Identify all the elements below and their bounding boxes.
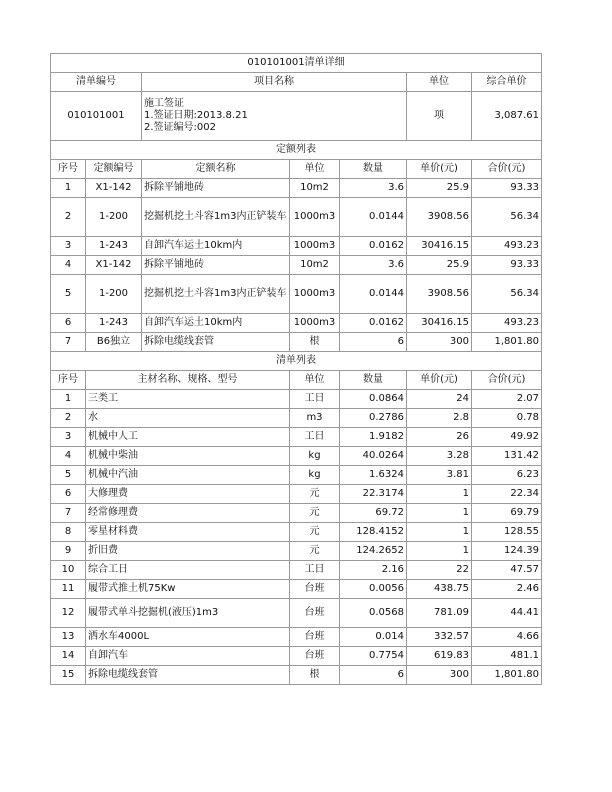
material-row <box>51 666 542 685</box>
quota-col-code: 定额编号 <box>86 160 142 179</box>
material-name: 三类工 <box>86 390 290 409</box>
quota-price: 3908.56 <box>407 198 472 237</box>
quota-name: 挖掘机挖土斗容1m3内正铲装车 <box>142 198 290 237</box>
material-unit: 台班 <box>290 599 340 628</box>
quota-unit: 1000m3 <box>290 198 340 237</box>
quota-code: X1-142 <box>86 179 142 198</box>
quota-price: 25.9 <box>407 256 472 275</box>
quota-no: 6 <box>51 314 86 333</box>
material-col-unit: 单位 <box>290 371 340 390</box>
material-col-price: 单价(元) <box>407 371 472 390</box>
quota-total: 1,801.80 <box>472 333 542 352</box>
quota-unit: 10m2 <box>290 256 340 275</box>
quota-unit: 1000m3 <box>290 275 340 314</box>
material-row <box>51 599 542 628</box>
quota-no: 1 <box>51 179 86 198</box>
material-total: 47.57 <box>472 561 542 580</box>
material-qty: 0.2786 <box>340 409 407 428</box>
quota-qty: 0.0144 <box>340 198 407 237</box>
quota-row <box>51 179 542 198</box>
material-qty: 40.0264 <box>340 447 407 466</box>
material-unit: 元 <box>290 542 340 561</box>
material-total: 131.42 <box>472 447 542 466</box>
material-row <box>51 647 542 666</box>
material-price: 1 <box>407 523 472 542</box>
material-unit: 台班 <box>290 647 340 666</box>
quota-total: 93.33 <box>472 256 542 275</box>
quota-total: 56.34 <box>472 275 542 314</box>
quota-unit: 10m2 <box>290 179 340 198</box>
name-header: 项目名称 <box>142 73 407 92</box>
material-no: 8 <box>51 523 86 542</box>
quota-code: X1-142 <box>86 256 142 275</box>
material-unit: kg <box>290 447 340 466</box>
material-price: 332.57 <box>407 628 472 647</box>
quota-qty: 3.6 <box>340 179 407 198</box>
quota-price: 300 <box>407 333 472 352</box>
material-row <box>51 561 542 580</box>
material-row <box>51 542 542 561</box>
item-name-line: 施工签证 <box>144 98 184 109</box>
material-name: 经常修理费 <box>86 504 290 523</box>
material-total: 1,801.80 <box>472 666 542 685</box>
material-row <box>51 409 542 428</box>
quota-row <box>51 198 542 237</box>
material-price: 1 <box>407 504 472 523</box>
item-code: 010101001 <box>51 92 142 141</box>
material-no: 14 <box>51 647 86 666</box>
material-price: 2.8 <box>407 409 472 428</box>
material-no: 3 <box>51 428 86 447</box>
material-no: 9 <box>51 542 86 561</box>
material-unit: 工日 <box>290 561 340 580</box>
material-col-no: 序号 <box>51 371 86 390</box>
material-section-row <box>51 352 542 371</box>
material-row <box>51 447 542 466</box>
material-price: 24 <box>407 390 472 409</box>
material-name: 拆除电缆线套管 <box>86 666 290 685</box>
quota-code: 1-243 <box>86 314 142 333</box>
table-title: 010101001清单详细 <box>51 54 542 73</box>
quota-name: 挖掘机挖土斗容1m3内正铲装车 <box>142 275 290 314</box>
quota-total: 493.23 <box>472 314 542 333</box>
quota-name: 拆除电缆线套管 <box>142 333 290 352</box>
unit-header: 单位 <box>407 73 472 92</box>
quota-code: 1-243 <box>86 237 142 256</box>
item-row <box>51 92 542 141</box>
quota-name: 自卸汽车运土10km内 <box>142 314 290 333</box>
material-no: 11 <box>51 580 86 599</box>
material-price: 619.83 <box>407 647 472 666</box>
material-unit: 工日 <box>290 428 340 447</box>
material-qty: 0.0864 <box>340 390 407 409</box>
quota-price: 3908.56 <box>407 275 472 314</box>
material-unit: 元 <box>290 485 340 504</box>
material-unit: 台班 <box>290 628 340 647</box>
material-total: 4.66 <box>472 628 542 647</box>
item-name <box>142 92 407 141</box>
material-unit: 元 <box>290 504 340 523</box>
material-header-row <box>51 371 542 390</box>
material-price: 1 <box>407 542 472 561</box>
quota-row <box>51 275 542 314</box>
material-col-total: 合价(元) <box>472 371 542 390</box>
material-no: 15 <box>51 666 86 685</box>
quota-col-total: 合价(元) <box>472 160 542 179</box>
material-no: 4 <box>51 447 86 466</box>
material-qty: 69.72 <box>340 504 407 523</box>
price-header: 综合单价 <box>472 73 542 92</box>
material-unit: kg <box>290 466 340 485</box>
material-name: 机械中汽油 <box>86 466 290 485</box>
material-total: 22.34 <box>472 485 542 504</box>
material-qty: 1.6324 <box>340 466 407 485</box>
quota-no: 7 <box>51 333 86 352</box>
material-name: 折旧费 <box>86 542 290 561</box>
material-name: 洒水车4000L <box>86 628 290 647</box>
material-total: 6.23 <box>472 466 542 485</box>
material-unit: 工日 <box>290 390 340 409</box>
item-price: 3,087.61 <box>472 92 542 141</box>
material-row <box>51 466 542 485</box>
material-total: 2.46 <box>472 580 542 599</box>
material-no: 10 <box>51 561 86 580</box>
quota-total: 93.33 <box>472 179 542 198</box>
material-unit: 台班 <box>290 580 340 599</box>
material-section-title: 清单列表 <box>51 352 542 371</box>
material-total: 0.78 <box>472 409 542 428</box>
quota-header-row <box>51 160 542 179</box>
material-total: 2.07 <box>472 390 542 409</box>
material-no: 5 <box>51 466 86 485</box>
material-qty: 128.4152 <box>340 523 407 542</box>
material-total: 128.55 <box>472 523 542 542</box>
quota-code: B6独立 <box>86 333 142 352</box>
material-name: 自卸汽车 <box>86 647 290 666</box>
item-unit: 项 <box>407 92 472 141</box>
material-name: 综合工日 <box>86 561 290 580</box>
material-unit: 根 <box>290 666 340 685</box>
quota-name: 拆除平铺地砖 <box>142 256 290 275</box>
item-header-row <box>51 73 542 92</box>
material-total: 124.39 <box>472 542 542 561</box>
quota-no: 3 <box>51 237 86 256</box>
quota-col-price: 单价(元) <box>407 160 472 179</box>
quota-no: 5 <box>51 275 86 314</box>
material-name: 水 <box>86 409 290 428</box>
quota-row <box>51 314 542 333</box>
quota-code: 1-200 <box>86 198 142 237</box>
quota-qty: 3.6 <box>340 256 407 275</box>
material-price: 438.75 <box>407 580 472 599</box>
quota-name: 自卸汽车运土10km内 <box>142 237 290 256</box>
quota-col-no: 序号 <box>51 160 86 179</box>
quota-row <box>51 237 542 256</box>
quota-col-qty: 数量 <box>340 160 407 179</box>
quota-price: 25.9 <box>407 179 472 198</box>
quota-qty: 6 <box>340 333 407 352</box>
material-qty: 0.0568 <box>340 599 407 628</box>
material-qty: 2.16 <box>340 561 407 580</box>
quota-section-title: 定额列表 <box>51 141 542 160</box>
material-no: 1 <box>51 390 86 409</box>
material-qty: 0.0056 <box>340 580 407 599</box>
material-qty: 1.9182 <box>340 428 407 447</box>
material-name: 履带式推土机75Kw <box>86 580 290 599</box>
quota-total: 493.23 <box>472 237 542 256</box>
quota-unit: 1000m3 <box>290 314 340 333</box>
material-qty: 0.7754 <box>340 647 407 666</box>
item-name-line: 2.签证编号:002 <box>144 122 216 133</box>
quota-qty: 0.0162 <box>340 237 407 256</box>
code-header: 清单编号 <box>51 73 142 92</box>
material-name: 履带式单斗挖掘机(液压)1m3 <box>86 599 290 628</box>
material-no: 6 <box>51 485 86 504</box>
quota-price: 30416.15 <box>407 237 472 256</box>
quota-price: 30416.15 <box>407 314 472 333</box>
quota-qty: 0.0162 <box>340 314 407 333</box>
material-total: 481.1 <box>472 647 542 666</box>
quota-col-name: 定额名称 <box>142 160 290 179</box>
material-total: 44.41 <box>472 599 542 628</box>
quota-section-row <box>51 141 542 160</box>
quota-no: 4 <box>51 256 86 275</box>
material-total: 49.92 <box>472 428 542 447</box>
quota-unit: 根 <box>290 333 340 352</box>
material-qty: 0.014 <box>340 628 407 647</box>
quota-no: 2 <box>51 198 86 237</box>
quota-row <box>51 256 542 275</box>
material-no: 7 <box>51 504 86 523</box>
material-price: 26 <box>407 428 472 447</box>
quota-col-unit: 单位 <box>290 160 340 179</box>
material-row <box>51 504 542 523</box>
material-name: 机械中柴油 <box>86 447 290 466</box>
material-unit: 元 <box>290 523 340 542</box>
material-no: 12 <box>51 599 86 628</box>
material-price: 22 <box>407 561 472 580</box>
title-row <box>51 54 542 73</box>
material-col-name: 主材名称、规格、型号 <box>86 371 290 390</box>
quota-code: 1-200 <box>86 275 142 314</box>
material-name: 零星材料费 <box>86 523 290 542</box>
quota-total: 56.34 <box>472 198 542 237</box>
material-total: 69.79 <box>472 504 542 523</box>
quota-unit: 1000m3 <box>290 237 340 256</box>
material-no: 2 <box>51 409 86 428</box>
material-qty: 22.3174 <box>340 485 407 504</box>
quota-name: 拆除平铺地砖 <box>142 179 290 198</box>
material-row <box>51 580 542 599</box>
material-row <box>51 428 542 447</box>
item-name-line: 1.签证日期:2013.8.21 <box>144 110 248 121</box>
material-row <box>51 523 542 542</box>
material-unit: m3 <box>290 409 340 428</box>
material-name: 大修理费 <box>86 485 290 504</box>
material-col-qty: 数量 <box>340 371 407 390</box>
material-name: 机械中人工 <box>86 428 290 447</box>
material-price: 3.28 <box>407 447 472 466</box>
material-price: 300 <box>407 666 472 685</box>
material-row <box>51 628 542 647</box>
material-no: 13 <box>51 628 86 647</box>
bill-detail-table <box>50 53 542 685</box>
material-price: 3.81 <box>407 466 472 485</box>
quota-qty: 0.0144 <box>340 275 407 314</box>
material-row <box>51 390 542 409</box>
material-row <box>51 485 542 504</box>
material-price: 781.09 <box>407 599 472 628</box>
material-qty: 6 <box>340 666 407 685</box>
material-price: 1 <box>407 485 472 504</box>
material-qty: 124.2652 <box>340 542 407 561</box>
quota-row <box>51 333 542 352</box>
